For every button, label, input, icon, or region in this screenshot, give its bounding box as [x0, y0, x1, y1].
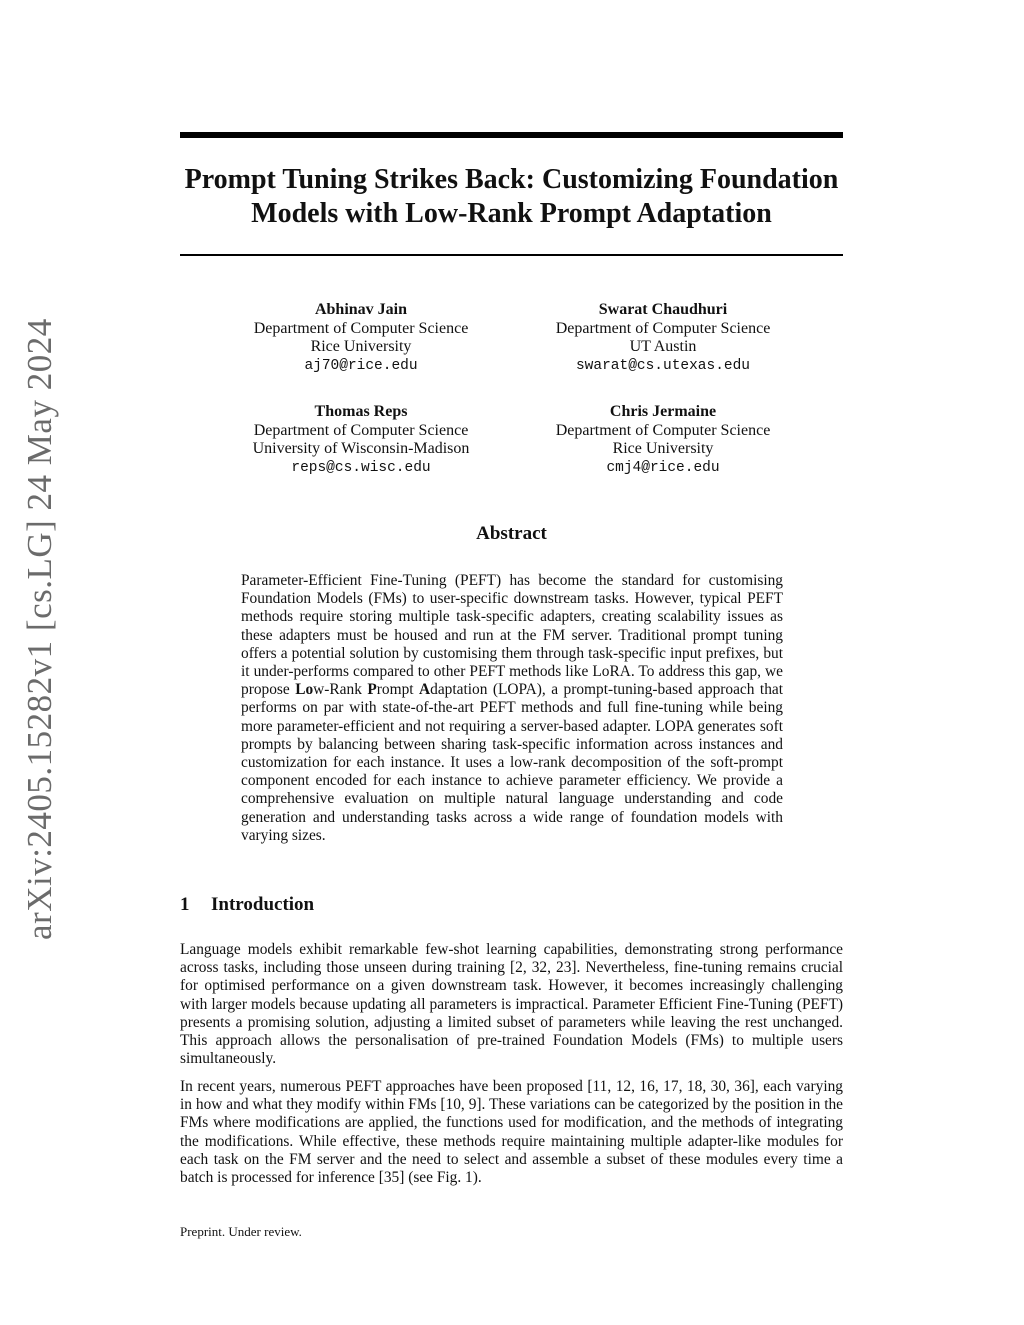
author-email: reps@cs.wisc.edu	[291, 459, 431, 476]
abstract-heading: Abstract	[476, 523, 547, 544]
author-block	[211, 403, 511, 477]
body-paragraph: In recent years, numerous PEFT approaches have been proposed [11, 12, 16, 17, 18, 30, 36], each varying in how and what they modify within FMs [10, 9]. These variations can be categorized by the position in the FMs where modifications are applied, the functions used for modification, and the methods of integrating the modifications. While effective, these methods require maintaining multiple adapter-like modules for each task on the FM server and the need to select and assemble a subset of these modules every time a batch is processed for inference [35] (see Fig. 1).	[180, 1078, 843, 1187]
author-department: Department of Computer Science	[555, 319, 771, 337]
abstract-text-part: Parameter-Efficient Fine-Tuning (PEFT) has become the standard for customising Foundation Models (FMs) to user-specific downstream tasks. However, typical PEFT methods require storing multiple task-specific adapters, creating scalability issues as these adapters must be housed and run at the FM server. Traditional prompt tuning offers a potential solution by customising them through task-specific input prefixes, but it under-performs compared to other PEFT methods like LoRA. To address this gap, we propose	[241, 572, 783, 699]
abstract-text-part: rompt	[376, 681, 420, 699]
author-name: Swarat Chaudhuri	[598, 301, 728, 318]
author-email: cmj4@rice.edu	[606, 459, 720, 476]
title-bottom-rule	[180, 254, 843, 256]
author-department: Department of Computer Science	[253, 319, 469, 337]
author-department: Department of Computer Science	[555, 421, 771, 439]
author-name: Abhinav Jain	[314, 301, 408, 318]
author-department: Department of Computer Science	[253, 421, 469, 439]
abstract-bold-letter: P	[367, 681, 377, 699]
section-heading	[180, 894, 680, 916]
author-email: swarat@cs.utexas.edu	[575, 357, 751, 374]
abstract-text-part: daptation (LOPA), a prompt-tuning-based approach that performs on par with state-of-the-art PEFT methods and full fine-tuning while being more parameter-efficient and not requiring a server-based adapter. LOPA generates soft prompts by balancing between sharing task-specific information across instances and customization for each instance. It uses a low-rank decomposition of the soft-prompt component encoded for each instance to achieve parameter efficiency. We provide a comprehensive evaluation on multiple natural language understanding and code generation and understanding tasks across a wide range of foundation models with varying sizes.	[241, 681, 784, 844]
title-top-rule	[180, 132, 843, 138]
paper-title: Prompt Tuning Strikes Back: Customizing Foundation Models with Low-Rank Prompt Adaptation	[184, 164, 839, 229]
body-paragraph: Language models exhibit remarkable few-shot learning capabilities, demonstrating strong performance across tasks, including those unseen during training [2, 32, 23]. Nevertheless, fine-tuning remains crucial for optimised performance on a given downstream task. However, it becomes increasingly challenging with larger models because updating all parameters is impractical. Parameter Efficient Fine-Tuning (PEFT) presents a promising solution, adjusting a limited subset of parameters while leaving the rest unchanged. This approach allows the personalisation of pre-trained Foundation Models (FMs) to multiple users simultaneously.	[180, 941, 843, 1068]
abstract-bold-letter: A	[419, 681, 431, 699]
section-title: Introduction	[211, 894, 315, 915]
author-affiliation: Rice University	[612, 440, 714, 457]
arxiv-identifier: arXiv:2405.15282v1 [cs.LG] 24 May 2024	[20, 318, 59, 940]
author-block	[513, 403, 813, 477]
author-email: aj70@rice.edu	[304, 357, 418, 374]
author-name: Chris Jermaine	[609, 403, 717, 420]
abstract-text-part: w-Rank	[313, 681, 368, 699]
abstract-text	[241, 572, 783, 845]
section-number: 1	[180, 894, 190, 915]
footer-note: Preprint. Under review.	[180, 1224, 302, 1239]
author-name: Thomas Reps	[314, 403, 408, 420]
author-affiliation: UT Austin	[629, 338, 697, 355]
author-affiliation: University of Wisconsin-Madison	[252, 440, 470, 457]
author-affiliation: Rice University	[310, 338, 412, 355]
author-block	[211, 301, 511, 375]
abstract-bold-letter: Lo	[295, 681, 314, 699]
author-block	[513, 301, 813, 375]
